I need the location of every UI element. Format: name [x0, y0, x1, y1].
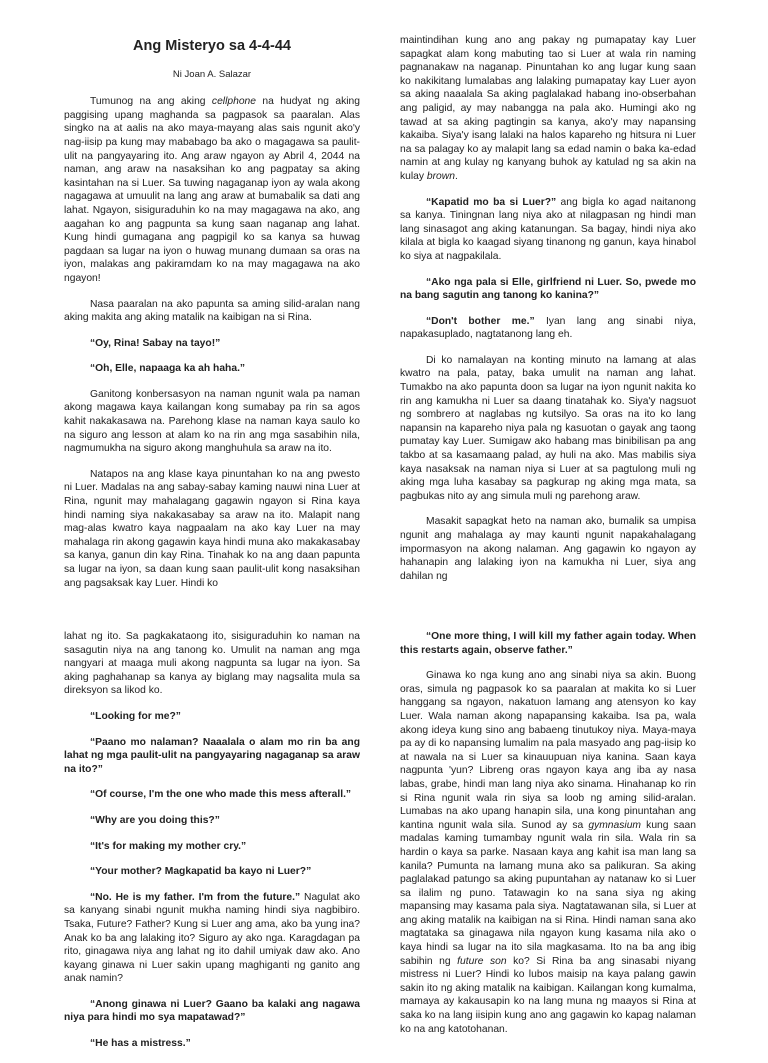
dialogue-line: “Your mother? Magkapatid ba kayo ni Luer?”: [90, 866, 312, 878]
column-bottom-right: [400, 630, 696, 1048]
paragraph: lahat ng ito. Sa pagkakataong ito, sisiguraduhin ko naman na sasagutin niya na ang tanong ko. Umulit na naman ang mga nangyari at maaga muli akong nagpunta sa lugar na iyon. Sa aking paghahanap sa kanya ay biglang may nagsalita mula sa direksyon sa likod ko.: [64, 631, 360, 697]
column-top-right: [400, 34, 696, 595]
dialogue-line: “Why are you doing this?”: [90, 814, 220, 826]
dialogue-line: “Paano mo nalaman? Naaalala o alam mo rin ba ang lahat ng mga paulit-ulit na pangyayaring nagaganap sa araw na ito?”: [64, 736, 360, 775]
story-title: Ang Misteryo sa 4-4-44: [133, 38, 291, 54]
dialogue-line: “He has a mistress.”: [90, 1038, 191, 1050]
author-byline: Ni Joan A. Salazar: [172, 68, 252, 80]
paragraph: Nasa paaralan na ako papunta sa aming silid-aralan nang aking makita ang aking matalik na kaibigan na si Rina.: [64, 298, 360, 324]
paragraph: Masakit sapagkat heto na naman ako, bumalik sa umpisa ngunit ang mahalaga ay may kaunti ngunit napakahalagang impormasyon na akong nalaman. Ang gagawin ko ngayon ay hahanapin ang lalaking iyon na kamukha ni Luer, siya ang dahilan ng: [400, 516, 696, 582]
paragraph: Di ko namalayan na konting minuto na lamang at alas kwatro na pala, patay, baka umulit na naman ang lahat. Tumakbo na ako papunta doon sa lugar na iyon ngunit nakita ko rin ang kamukha ni Luer sa daang tinatahak ko. Siya'y nagsuot ng sombrero at naglabas ng kutsilyo. Sa oras na ito ko lang napansin na kapareho niya pala ng kasuotan o gayak ang taong pumatay kay Luer. Sumigaw ako habang mas binibilisan pa ang takbo at sa kasamaang palad, ay huli na ako. Mas mabilis siya kaya nasaksak na naman niya si Luer at sa pagtulong muli ng aking mga luha kasabay sa pagkurap ng aking mga mata, sa pagbukas nito ay ang simula muli ng parehong araw.: [400, 354, 696, 502]
column-bottom-left: [64, 630, 360, 1063]
paragraph: Natapos na ang klase kaya pinuntahan ko na ang pwesto ni Luer. Madalas na ang sabay-sabay kaming nauwi nina Luer at Rina, ngunit may mahalagang gagawin ngayon si Rina kaya hindi naming siya nakakasabay sa araw na ito. Malapit nang mag-alas kwatro kaya nagpaalam na ako kay Luer na may mahalaga rin akong gagawin kaya hindi muna ako makakasabay sa kanya, ganun din kay Rina. Tinahak ko na ang daan papunta sa lugar na iyon, sa daan kung saan paulit-ulit kong nasaksihan ang pagsaksak kay Luer. Hindi ko: [64, 468, 360, 589]
dialogue-line: “Oy, Rina! Sabay na tayo!”: [90, 337, 221, 349]
dialogue-line: “No. He is my father. I'm from the future.” Nagulat ako sa kanyang sinabi ngunit mukha naming hindi siya nagbibiro. Tsaka, Future? Father? Kung si Luer ang ama, ako ba yung ina? Anak ko ba ang lalaking ito? Siguro ay ako nga. Karagdagan pa rito, ginagawa niya ang lahat ng ito dahil umiyak daw ako. Ano kayang ginawa ni Luer sakin upang maghiganti ng ganito ang anak namin?: [64, 891, 360, 985]
dialogue-line: “Don't bother me.” Iyan lang ang sinabi niya, napakasuplado, nagtatanong lang eh.: [400, 315, 697, 341]
dialogue-line: “It's for making my mother cry.”: [90, 840, 247, 852]
dialogue-line: “Kapatid mo ba si Luer?” ang bigla ko agad naitanong sa kanya. Tiningnan lang niya ako at nilagpasan ng hindi man lang sinasagot ang aking katanungan. Sa bagay, hindi niya ako kilala at bigla ko kaagad siyang tinanong ng ganun, kaya hinabol ko siya at nagpakilala.: [400, 196, 696, 262]
paragraph: Ganitong konbersasyon na naman ngunit wala pa naman akong magawa kaya kailangan kong sumabay pa rin sa agos kahit nakakasawa na. Parehong klase na naman kaya saulo ko na siguro ang lesson at alam ko na rin ang mga sasabihin nila, nagmumukha na siguro akong manghuhula sa araw na ito.: [64, 388, 360, 455]
paragraph: Ginawa ko nga kung ano ang sinabi niya sa akin. Buong oras, simula ng pagpasok ko sa paaralan at makita ko si Luer hanggang sa ngayon, nakatuon lamang ang atensyon ko kay Luer. Wala naman akong napapansing kakaiba. Isa pa, wala akong ideya kung sino ang babaeng tinutukoy niya. Maya-maya pa ay di ko napansing lumalim na pala masyado ang pag-iisip ko at nawala na si Luer sa kinauupuan niya kanina. Saan kaya nagpunta 'yun? Libreng oras ngayon kaya ang iba ay nasa labas, grabe, hindi man lang niya ako sinama. Hinahanap ko rin si Rina ngunit wala rin siya sa loob ng aming silid-aralan. Lumabas na ako upang hanapin sila, una kong pinuntahan ang kantina ngunit wala sila. Sunod ay sa gymnasium kung saan madalas kaming tumambay ngunit wala rin sila. Wala rin sa hardin o kaya sa parke. Nasaan kaya ang kahit isa man lang sa kanila? Pumunta na lamang muna ako sa palikuran. Sa aking paglalakad patungo sa aking pupuntahan ay natanaw ko si Luer sa ilalim ng puno. Tatawagin ko na sana siya ng aking mapansing may kasama pala siya. Nagtatawanan sila, si Luer at ang aking matalik na kaibigan na si Rina. Hindi naman sana ako magtataka sa ginagawa nila ngayon kung kasama nila ako o kaya hindi sa lugar na ito sila magkasama. Ito na ba ang ibig sabihin ng future son ko? Si Rina ba ang sinasabi niyang mistress ni Luer? Hindi ko lubos maisip na kaya palang gawin sakin ito ng aking matalik na kaibigan. Kailangan kong kumalma, mamaya ay kakausapin ko na lang muna ng maayos si Rina at saka ko na lang iisipin kung ano ang gagawin ko kapag nalaman ko na ang katotohanan.: [400, 670, 696, 1035]
paragraph: maintindihan kung ano ang pakay ng pumapatay kay Luer sapagkat alam kong mabuting tao si Luer at wala rin naming pagnanakaw na naganap. Pinuntahan ko ang lugar kung saan ko nakikitang lumalabas ang lalaking pumapatay kay Luer ayon sa aking naaalala Sa aking paglalakad habang ino-obserbahan ang paligid, ay may nabangga na pala ako. Humingi ako ng tawad at sa aking pagtingin sa kanya, ako'y may napansing kakaiba. Siya'y isang lalaki na halos kapareho ng hitsura ni Luer na sa palagay ko ay malapit lang sa edad namin o baka ka-edad namin at ang kulay ng kanyang buhok ay katulad ng sa akin na kulay brown.: [400, 35, 696, 182]
dialogue-line: “Oh, Elle, napaaga ka ah haha.”: [90, 363, 246, 375]
dialogue-line: “Looking for me?”: [90, 710, 181, 722]
dialogue-line: “Anong ginawa ni Luer? Gaano ba kalaki ang nagawa niya para hindi mo sya mapatawad?”: [64, 998, 360, 1024]
dialogue-line: “One more thing, I will kill my father again today. When this restarts again, observe father.”: [400, 631, 696, 656]
dialogue-line: “Ako nga pala si Elle, girlfriend ni Luer. So, pwede mo na bang sagutin ang tanong ko kanina?”: [400, 276, 696, 302]
column-top-left: [64, 40, 360, 602]
dialogue-line: “Of course, I'm the one who made this mess afterall.”: [90, 789, 352, 801]
paragraph: Tumunog na ang aking cellphone na hudyat ng aking paggising upang maghanda sa pagpasok sa paaralan. Alas singko na at aalis na ako maya-mayang alas sais ngunit ako'y nag-iisip pa kung may mababago ba ako o magagawa sa paulit-ulit na pangyayaring ito. Ang araw ngayon ay Abril 4, 2044 na naman, ang araw na nasaksihan ko ang pagpatay sa aking kasintahan na si Luer. Sa tuwing nagaganap iyon ay wala akong nagagawa at umuulit na lang ang araw at bumabalik sa dati ang lahat. Ngayon, sisiguraduhin ko na may magagawa na ako, ang aagahan ko ang pagpunta sa kung saan naganap ang lahat. Kung hindi gumagana ang pagpigil ko sa kanya sa huwag pagdaan sa lugar na iyon o huwag munang dumaan sa oras na iyon, malakas ang pakiramdam ko na may magagawa na ako ngayon!: [64, 96, 360, 284]
